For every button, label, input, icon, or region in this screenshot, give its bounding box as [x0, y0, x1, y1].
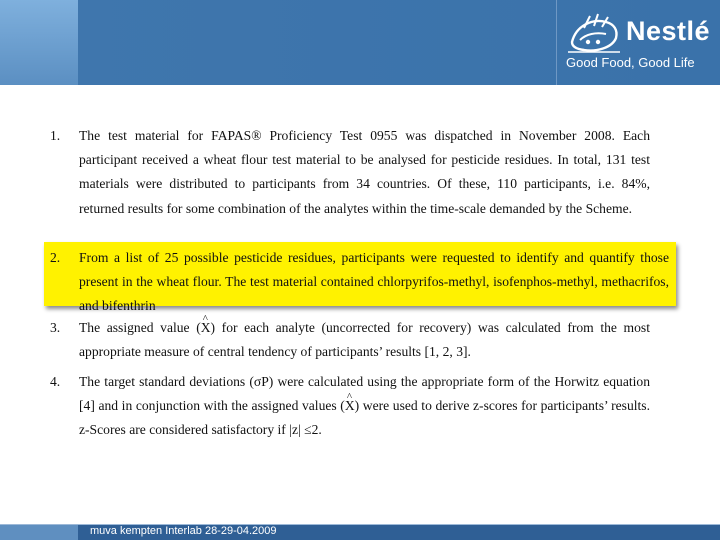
list-item-4 [50, 370, 650, 443]
header-band [0, 0, 720, 85]
list-item-1 [50, 124, 650, 221]
assigned-value-symbol: ^ X [201, 316, 211, 340]
nest-bird-icon [566, 12, 622, 54]
item-number: 1. [50, 128, 61, 143]
assigned-value-symbol: ^ X [345, 394, 355, 418]
item-number: 4. [50, 374, 61, 389]
brand-tagline: Good Food, Good Life [566, 55, 695, 70]
item-text: From a list of 25 possible pesticide residues, participants were requested to identify and quantify those present in the wheat flour. The test material contained chlorpyrifos-methyl, isofenphos-methyl, methacrifos, and bifenthrin [79, 250, 669, 314]
item-text: The test material for FAPAS® Proficiency Test 0955 was dispatched in November 2008. Each participant received a wheat flour test material to be analysed for pesticide residues. In total, 131 test materials were distributed to participants from 34 countries. Of these, 110 participants, i.e. 84%, returned results for some combination of the analytes within the time-scale demanded by the Scheme. [79, 128, 650, 216]
list-item-3 [50, 316, 650, 364]
list-item-2-highlighted [44, 242, 676, 314]
footer-left-strip [0, 524, 78, 540]
item-number: 3. [50, 320, 61, 335]
item-text: The assigned value (^ X) for each analyte (uncorrected for recovery) was calculated from the most appropriate measure of central tendency of participants’ results [1, 2, 3]. [79, 316, 650, 364]
item-number: 2. [50, 250, 61, 265]
header-divider [556, 0, 557, 85]
footer-text: muva kempten Interlab 28-29-04.2009 [90, 525, 277, 537]
nestle-logo [566, 10, 714, 80]
brand-name: Nestlé [626, 16, 711, 46]
item-text: The target standard deviations (σP) were calculated using the appropriate form of the Horwitz equation [4] and in conjunction with the assigned values (^ X) were used to derive z-scores for participants’ results. z-Scores are considered satisfactory if |z| ≤2. [79, 370, 650, 443]
header-left-strip [0, 0, 78, 85]
